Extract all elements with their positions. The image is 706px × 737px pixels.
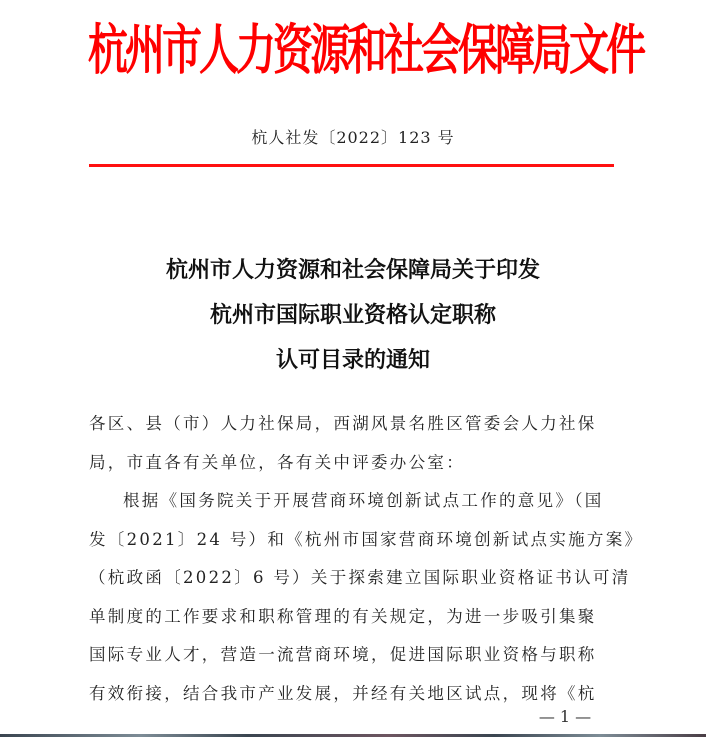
- red-divider-rule: [89, 164, 614, 167]
- body-line: 国际专业人才，营造一流营商环境，促进国际职业资格与职称: [89, 645, 597, 664]
- body-line: 有效衔接，结合我市产业发展，并经有关地区试点，现将《杭: [89, 683, 597, 703]
- body-line: （杭政函〔2022〕6 号）关于探索建立国际职业资格证书认可清: [89, 568, 631, 587]
- document-body: [89, 405, 644, 713]
- document-number: 杭人社发〔2022〕123 号: [251, 128, 455, 147]
- title-line: 杭州市国际职业资格认定职称: [209, 302, 496, 328]
- body-line: 各区、县（市）人力社保局，西湖风景名胜区管委会人力社保: [89, 414, 597, 433]
- document-title: [0, 248, 706, 383]
- title-line: 认可目录的通知: [275, 347, 430, 373]
- title-line: 杭州市人力资源和社会保障局关于印发: [165, 257, 540, 283]
- body-line: 根据《国务院关于开展营商环境创新试点工作的意见》（国: [123, 491, 604, 510]
- body-line: 单制度的工作要求和职称管理的有关规定，为进一步吸引集聚: [89, 606, 597, 626]
- document-issuer-header: 杭州市人力资源和社会保障局文件: [88, 18, 643, 83]
- page-number: — 1 —: [538, 707, 592, 726]
- body-line: 发〔2021〕24 号）和《杭州市国家营商环境创新试点实施方案》: [89, 529, 644, 549]
- body-line: 局，市直各有关单位，各有关中评委办公室：: [89, 452, 465, 472]
